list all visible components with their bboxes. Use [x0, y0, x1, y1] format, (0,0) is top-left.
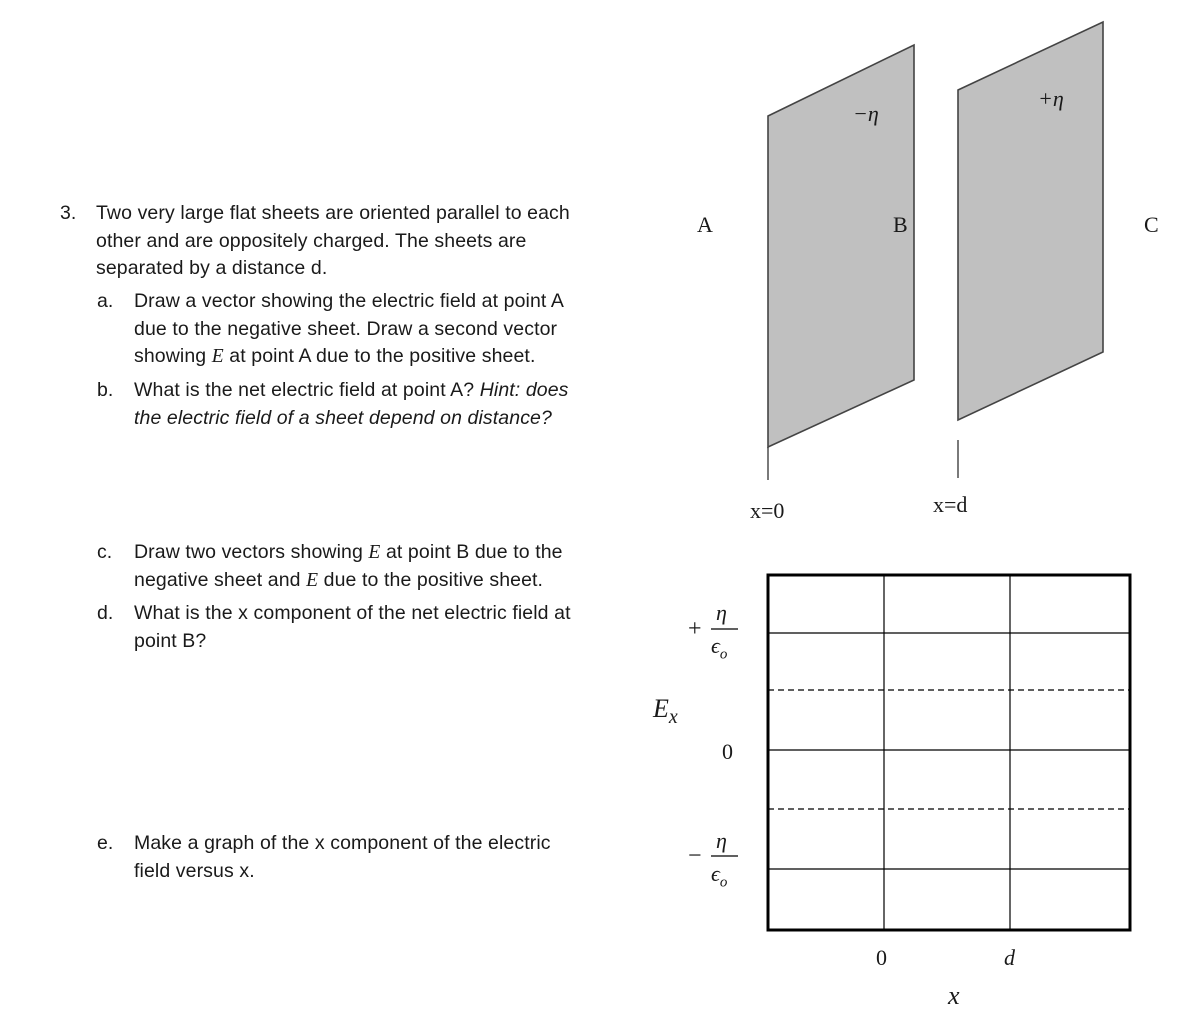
point-a-label: A — [697, 212, 713, 237]
problem-number: 3. — [60, 202, 77, 224]
tick-plus-eta: η — [716, 600, 727, 625]
part-b-hint-start: Hint: does — [479, 379, 569, 401]
part-b-hint-rest: the electric field of a sheet depend on distance? — [134, 406, 552, 429]
part-e-line2: field versus x. — [134, 859, 255, 882]
part-a-line1: Draw a vector showing the electric field at point A — [134, 290, 564, 312]
part-b-question: What is the net electric field at point A? — [134, 379, 480, 401]
part-a-line3-post: at point A due to the positive sheet. — [223, 345, 536, 367]
part-d-line2: point B? — [134, 629, 207, 652]
part-b-letter: b. — [97, 379, 114, 401]
negative-sheet-charge: −η — [853, 101, 879, 126]
ex-symbol: E — [653, 694, 669, 723]
tick-minus-sign: − — [688, 843, 702, 869]
graph-frame — [768, 575, 1130, 930]
graph-x-axis-label: x — [948, 981, 960, 1010]
x0-label: x=0 — [750, 498, 785, 523]
xd-label: x=d — [933, 492, 968, 517]
part-d-line1: What is the x component of the net electric field at — [134, 602, 571, 624]
part-a-line2: due to the negative sheet. Draw a second vector — [134, 317, 558, 340]
x-tick-d: d — [1004, 945, 1015, 970]
point-b-label: B — [893, 212, 908, 237]
part-c-var-e2: E — [306, 569, 319, 591]
tick-minus-eps-sub: o — [719, 874, 728, 891]
part-c-line2-post: due to the positive sheet. — [318, 568, 544, 591]
part-a-var-e: E — [211, 346, 224, 367]
problem-intro: Two very large flat sheets are oriented parallel to each other and are oppositely charged. The sheets are separated by a distance d. — [96, 202, 570, 279]
part-e-line1: Make a graph of the x component of the electric — [134, 832, 551, 854]
part-c-var-e1: E — [368, 542, 381, 563]
tick-plus-sign: + — [688, 616, 702, 642]
tick-minus-eps-symbol: ϵ — [711, 861, 720, 886]
part-a-line3-pre: showing — [134, 345, 212, 367]
tick-plus-eps-symbol: ϵ — [711, 633, 720, 658]
positive-sheet-charge: +η — [1038, 86, 1064, 111]
ex-subscript: x — [668, 706, 678, 729]
part-e-letter: e. — [97, 832, 114, 854]
part-c-line1-post: at point B due to the — [380, 541, 563, 563]
graph-y-axis-label — [653, 694, 678, 729]
tick-plus-eps — [711, 634, 727, 666]
x-tick-zero: 0 — [876, 945, 887, 970]
part-c-letter: c. — [97, 541, 113, 563]
tick-minus-eta: η — [716, 828, 727, 853]
negative-sheet — [768, 45, 914, 447]
point-c-label: C — [1144, 212, 1159, 237]
part-d-letter: d. — [97, 602, 114, 624]
part-c-line1-pre: Draw two vectors showing — [134, 541, 369, 563]
tick-zero: 0 — [722, 739, 733, 764]
positive-sheet — [958, 22, 1103, 420]
tick-minus-eps — [711, 862, 727, 894]
tick-plus-eps-sub: o — [719, 646, 728, 663]
part-a-letter: a. — [97, 290, 114, 312]
part-c-line2-pre: negative sheet and — [134, 568, 307, 591]
